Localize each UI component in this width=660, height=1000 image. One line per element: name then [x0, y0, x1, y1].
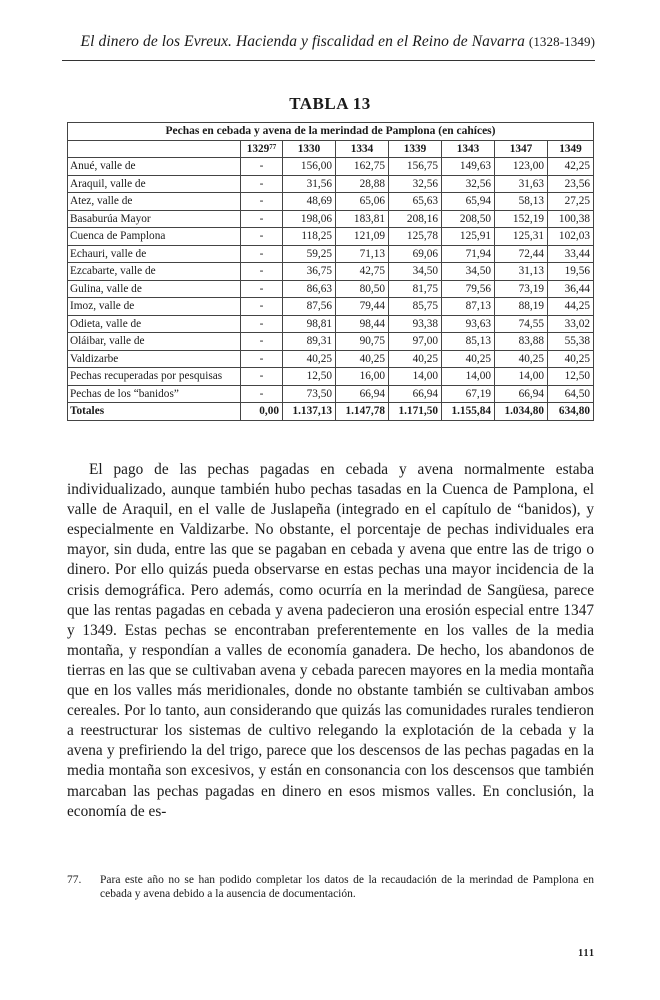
header-year-1347: 1347	[495, 140, 548, 158]
table-row	[68, 315, 594, 333]
cell-value: 40,25	[495, 350, 548, 368]
cell-value: -	[241, 193, 283, 211]
cell-value: 125,78	[389, 228, 442, 246]
cell-value: 1.155,84	[442, 403, 495, 421]
header-year-1330: 1330	[283, 140, 336, 158]
cell-value: 19,56	[548, 263, 594, 281]
header-year-1343: 1343	[442, 140, 495, 158]
cell-value: 93,63	[442, 315, 495, 333]
cell-value: -	[241, 175, 283, 193]
table-row	[68, 298, 594, 316]
header-year-1329: 1329$^{77}$	[241, 140, 283, 158]
row-label: Anué, valle de	[68, 158, 241, 176]
cell-value: 86,63	[283, 280, 336, 298]
cell-value: 66,94	[495, 385, 548, 403]
table-header-row	[68, 140, 594, 158]
row-label: Gulina, valle de	[68, 280, 241, 298]
cell-value: 16,00	[336, 368, 389, 386]
cell-value: 93,38	[389, 315, 442, 333]
cell-value: -	[241, 245, 283, 263]
header-empty-cell	[68, 140, 241, 158]
cell-value: 634,80	[548, 403, 594, 421]
cell-value: 156,00	[283, 158, 336, 176]
cell-value: 74,55	[495, 315, 548, 333]
cell-value: 71,13	[336, 245, 389, 263]
table-caption-row	[68, 123, 594, 141]
cell-value: 118,25	[283, 228, 336, 246]
cell-value: 1.147,78	[336, 403, 389, 421]
cell-value: 183,81	[336, 210, 389, 228]
table-row	[68, 280, 594, 298]
cell-value: 42,25	[548, 158, 594, 176]
cell-value: 73,19	[495, 280, 548, 298]
cell-value: 97,00	[389, 333, 442, 351]
cell-value: 42,75	[336, 263, 389, 281]
cell-value: 88,19	[495, 298, 548, 316]
running-head	[62, 33, 595, 51]
cell-value: 66,94	[389, 385, 442, 403]
cell-value: -	[241, 158, 283, 176]
cell-value: 40,25	[389, 350, 442, 368]
cell-value: -	[241, 385, 283, 403]
cell-value: 125,31	[495, 228, 548, 246]
table-row	[68, 368, 594, 386]
cell-value: 79,44	[336, 298, 389, 316]
cell-value: -	[241, 350, 283, 368]
cell-value: 40,25	[548, 350, 594, 368]
cell-value: 69,06	[389, 245, 442, 263]
cell-value: 40,25	[336, 350, 389, 368]
cell-value: 12,50	[283, 368, 336, 386]
header-year-1349: 1349	[548, 140, 594, 158]
cell-value: 71,94	[442, 245, 495, 263]
footnote-text: Para este año no se han podido completar los datos de la recaudación de la merindad de Pamplona en cebada y avena debido a la ausencia de documentación.	[100, 874, 594, 900]
header-rule	[62, 60, 595, 61]
cell-value: 102,03	[548, 228, 594, 246]
cell-value: 79,56	[442, 280, 495, 298]
cell-value: 40,25	[442, 350, 495, 368]
cell-value: 0,00	[241, 403, 283, 421]
cell-value: 83,88	[495, 333, 548, 351]
cell-value: 66,94	[336, 385, 389, 403]
row-label: Pechas de los “banidos”	[68, 385, 241, 403]
footnote	[67, 873, 594, 901]
cell-value: 121,09	[336, 228, 389, 246]
row-label: Totales	[68, 403, 241, 421]
row-label: Cuenca de Pamplona	[68, 228, 241, 246]
body-text	[67, 460, 594, 822]
cell-value: 40,25	[283, 350, 336, 368]
cell-value: 31,13	[495, 263, 548, 281]
row-label: Pechas recuperadas por pesquisas	[68, 368, 241, 386]
header-year-1334: 1334	[336, 140, 389, 158]
cell-value: 1.137,13	[283, 403, 336, 421]
cell-value: 33,02	[548, 315, 594, 333]
cell-value: 12,50	[548, 368, 594, 386]
cell-value: 44,25	[548, 298, 594, 316]
cell-value: 208,16	[389, 210, 442, 228]
cell-value: 67,19	[442, 385, 495, 403]
table-title: TABLA 13	[289, 94, 371, 113]
running-head-years: (1328-1349)	[528, 34, 595, 49]
footnote-ref: 77	[269, 142, 277, 151]
header-year-1339: 1339	[389, 140, 442, 158]
cell-value: 31,56	[283, 175, 336, 193]
cell-value: 27,25	[548, 193, 594, 211]
pechas-table	[67, 122, 594, 421]
cell-value: 87,56	[283, 298, 336, 316]
cell-value: -	[241, 298, 283, 316]
cell-value: -	[241, 263, 283, 281]
cell-value: 1.171,50	[389, 403, 442, 421]
cell-value: 81,75	[389, 280, 442, 298]
table-row	[68, 263, 594, 281]
row-label: Atez, valle de	[68, 193, 241, 211]
table-row	[68, 175, 594, 193]
row-label: Odieta, valle de	[68, 315, 241, 333]
body-paragraph: El pago de las pechas pagadas en cebada y avena normalmente estaba individualizado, aunque también hubo pechas tasadas en la Cuenca de Pamplona, el valle de Araquil, en el valle de Juslapeña (integrado en el capítulo de “banidos), y especialmente en Valdizarbe. No obstante, el porcentaje de pechas individuales era mayor, sin duda, entre las que se pagaban en cebada y avena que entre las de trigo o dinero. Por ello quizás pueda observarse en estas pechas una mayor incidencia de la crisis demográfica. Pero además, como ocurría en la merindad de Sangüesa, parece que las rentas pagadas en cebada y avena padecieron una erosión especial entre 1347 y 1349. Estas pechas se encontraban preferentemente en los valles de la media montaña, y respondían a valles de economía ganadera. De hecho, los abandonos de tierras en las que se cultivaban avena y cebada parecen mayores en la media montaña que en los valles más meridionales, donde no obstante también se cultivaban ambos cereales. Por lo tanto, aun considerando que quizás las comunidades rurales tendieron a reestructurar los sistemas de cultivo relegando la explotación de la cebada y la avena y prefiriendo la del trigo, parece que los descensos de las pechas pagadas en la media montaña son excesivos, y están en consonancia con los descensos que también marcaban las pechas pagadas en dinero en esos mismos valles. En conclusión, la economía de es-	[67, 461, 594, 820]
cell-value: 34,50	[389, 263, 442, 281]
cell-value: -	[241, 333, 283, 351]
table-row	[68, 158, 594, 176]
cell-value: -	[241, 315, 283, 333]
cell-value: 152,19	[495, 210, 548, 228]
cell-value: 125,91	[442, 228, 495, 246]
cell-value: 72,44	[495, 245, 548, 263]
cell-value: 87,13	[442, 298, 495, 316]
table-row	[68, 210, 594, 228]
cell-value: 65,63	[389, 193, 442, 211]
cell-value: 89,31	[283, 333, 336, 351]
table-row	[68, 245, 594, 263]
cell-value: 32,56	[442, 175, 495, 193]
row-label: Ezcabarte, valle de	[68, 263, 241, 281]
cell-value: 28,88	[336, 175, 389, 193]
cell-value: 73,50	[283, 385, 336, 403]
cell-value: -	[241, 368, 283, 386]
cell-value: 98,81	[283, 315, 336, 333]
cell-value: 14,00	[495, 368, 548, 386]
footnote-number: 77.	[67, 874, 82, 886]
cell-value: -	[241, 228, 283, 246]
cell-value: 23,56	[548, 175, 594, 193]
cell-value: 64,50	[548, 385, 594, 403]
table-row	[68, 333, 594, 351]
cell-value: 65,94	[442, 193, 495, 211]
cell-value: 98,44	[336, 315, 389, 333]
cell-value: 33,44	[548, 245, 594, 263]
cell-value: 1.034,80	[495, 403, 548, 421]
cell-value: 162,75	[336, 158, 389, 176]
table-caption: Pechas en cebada y avena de la merindad de Pamplona (en cahíces)	[68, 123, 594, 141]
cell-value: 34,50	[442, 263, 495, 281]
table-row	[68, 193, 594, 211]
row-label: Imoz, valle de	[68, 298, 241, 316]
cell-value: 55,38	[548, 333, 594, 351]
cell-value: 36,75	[283, 263, 336, 281]
table-row	[68, 350, 594, 368]
table-row	[68, 385, 594, 403]
cell-value: 58,13	[495, 193, 548, 211]
cell-value: 59,25	[283, 245, 336, 263]
cell-value: 31,63	[495, 175, 548, 193]
row-label: Basaburúa Mayor	[68, 210, 241, 228]
cell-value: 14,00	[442, 368, 495, 386]
cell-value: 90,75	[336, 333, 389, 351]
cell-value: 156,75	[389, 158, 442, 176]
cell-value: 32,56	[389, 175, 442, 193]
running-head-title: El dinero de los Evreux. Hacienda y fiscalidad en el Reino de Navarra	[80, 33, 529, 50]
row-label: Araquil, valle de	[68, 175, 241, 193]
cell-value: 85,75	[389, 298, 442, 316]
row-label: Valdizarbe	[68, 350, 241, 368]
row-label: Oláibar, valle de	[68, 333, 241, 351]
cell-value: 36,44	[548, 280, 594, 298]
cell-value: 198,06	[283, 210, 336, 228]
cell-value: -	[241, 280, 283, 298]
totals-row	[68, 403, 594, 421]
cell-value: 85,13	[442, 333, 495, 351]
cell-value: 123,00	[495, 158, 548, 176]
row-label: Echauri, valle de	[68, 245, 241, 263]
cell-value: 208,50	[442, 210, 495, 228]
cell-value: 80,50	[336, 280, 389, 298]
cell-value: 100,38	[548, 210, 594, 228]
table-row	[68, 228, 594, 246]
cell-value: 48,69	[283, 193, 336, 211]
cell-value: 65,06	[336, 193, 389, 211]
page-number: 111	[578, 948, 595, 959]
cell-value: -	[241, 210, 283, 228]
cell-value: 14,00	[389, 368, 442, 386]
cell-value: 149,63	[442, 158, 495, 176]
